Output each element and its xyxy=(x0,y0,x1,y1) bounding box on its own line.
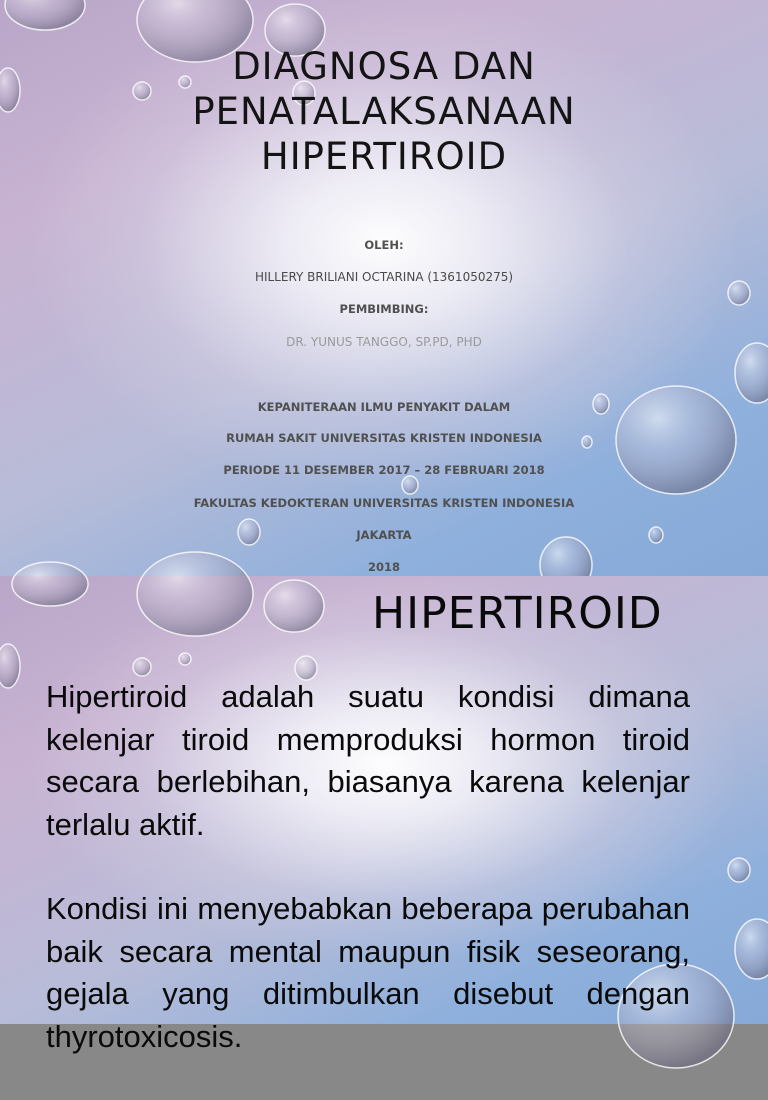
title-line: PENATALAKSANAAN xyxy=(192,90,576,133)
supervisor-label: PEMBIMBING: xyxy=(339,302,429,316)
author-name: HILLERY BRILIANI OCTARINA (1361050275) xyxy=(254,270,514,284)
presentation-title xyxy=(0,44,768,179)
by-label: OLEH: xyxy=(364,238,404,252)
info-line: FAKULTAS KEDOKTERAN UNIVERSITAS KRISTEN INDONESIA xyxy=(193,496,575,510)
body-paragraph: Hipertiroid adalah suatu kondisi dimana kelenjar tiroid memproduksi hormon tiroid secara berlebihan, biasanya karena kelenjar terlalu aktif. xyxy=(46,679,690,842)
info-line: 2018 xyxy=(367,560,400,574)
title-line: DIAGNOSA DAN xyxy=(232,45,536,88)
slide-body xyxy=(46,676,690,1100)
content-slide xyxy=(0,576,768,1054)
title-line: HIPERTIROID xyxy=(260,135,508,178)
info-line: PERIODE 11 DESEMBER 2017 – 28 FEBRUARI 2018 xyxy=(223,463,545,477)
info-line: JAKARTA xyxy=(356,528,412,542)
supervisor-name: DR. YUNUS TANGGO, SP.PD, PHD xyxy=(286,335,482,349)
slide-title: HIPERTIROID xyxy=(372,588,663,639)
info-line: KEPANITERAAN ILMU PENYAKIT DALAM xyxy=(257,400,511,414)
body-paragraph: Kondisi ini menyebabkan beberapa perubahan baik secara mental maupun fisik seseorang, gejala yang ditimbulkan disebut dengan thyrotoxicosis. xyxy=(46,891,690,1054)
info-line: RUMAH SAKIT UNIVERSITAS KRISTEN INDONESIA xyxy=(226,431,542,445)
